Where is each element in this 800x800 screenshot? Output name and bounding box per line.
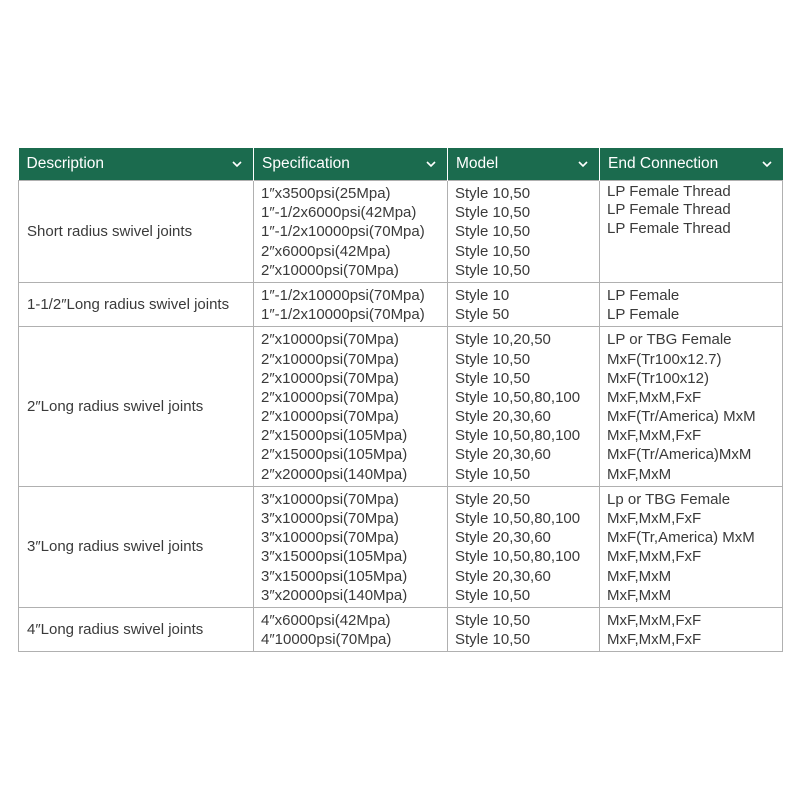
model-cell-lines	[455, 283, 592, 326]
model-line: Style 10,50	[455, 242, 531, 260]
end-connection-line: MxF,MxM	[607, 586, 672, 604]
description-cell	[19, 486, 254, 607]
end-connection-line: MxF,MxM,FxF	[607, 388, 702, 406]
model-line: Style 10,50,80,100	[455, 388, 581, 406]
model-line: Style 10,20,50	[455, 331, 551, 349]
header-end-connection[interactable]	[600, 148, 783, 181]
specification-line: 2″x15000psi(105Mpa)	[261, 446, 408, 464]
model-line: Style 20,50	[455, 490, 531, 508]
specification-line: 1″-1/2x10000psi(70Mpa)	[261, 306, 425, 324]
specification-line: 2″x10000psi(70Mpa)	[261, 350, 399, 368]
header-specification-label: Specification	[262, 155, 350, 172]
end-connection-cell-lines	[607, 327, 775, 486]
model-cell-lines	[455, 608, 592, 651]
table-row	[19, 486, 783, 607]
swivel-joints-table	[18, 148, 783, 652]
specification-cell	[254, 486, 448, 607]
specification-cell	[254, 181, 448, 283]
model-line: Style 10,50	[455, 369, 531, 387]
end-connection-cell-lines	[607, 181, 775, 240]
header-specification[interactable]	[254, 148, 448, 181]
end-connection-line: LP Female Thread	[607, 201, 731, 219]
end-connection-line: LP Female	[607, 306, 680, 324]
end-connection-line: MxF,MxM	[607, 567, 672, 585]
model-line: Style 20,30,60	[455, 408, 551, 426]
description-text: 4″Long radius swivel joints	[27, 621, 204, 639]
specification-cell-lines	[261, 487, 440, 607]
specification-line: 3″x10000psi(70Mpa)	[261, 510, 399, 527]
end-connection-line: MxF(Tr,America) MxM	[607, 529, 755, 547]
model-line: Style 10	[455, 286, 510, 304]
model-line: Style 20,30,60	[455, 446, 551, 464]
description-cell	[19, 327, 254, 487]
specification-line: 3″x10000psi(70Mpa)	[261, 529, 399, 547]
model-line: Style 10,50,80,100	[455, 548, 581, 566]
specification-line: 2″x10000psi(70Mpa)	[261, 331, 399, 349]
specification-line: 1″-1/2x10000psi(70Mpa)	[261, 286, 425, 304]
end-connection-cell	[600, 282, 783, 326]
end-connection-line: MxF,MxM,FxF	[607, 427, 702, 445]
table-row	[19, 607, 783, 651]
model-cell-lines	[455, 327, 592, 486]
table-row	[19, 327, 783, 487]
model-line: Style 20,30,60	[455, 567, 551, 585]
table-row	[19, 181, 783, 283]
table-row	[19, 282, 783, 326]
table-header	[19, 148, 783, 181]
specification-cell	[254, 282, 448, 326]
end-connection-cell-lines	[607, 608, 775, 651]
end-connection-line: MxF,MxM,FxF	[607, 510, 702, 527]
model-line: Style 10,50,80,100	[455, 427, 581, 445]
table-body	[19, 181, 783, 652]
specification-line: 2″x6000psi(42Mpa)	[261, 242, 391, 260]
model-line: Style 10,50	[455, 223, 531, 241]
specification-cell-lines	[261, 181, 440, 282]
model-line: Style 10,50	[455, 185, 531, 202]
description-text: 1-1/2″Long radius swivel joints	[27, 296, 230, 314]
specification-line: 2″x10000psi(70Mpa)	[261, 408, 399, 426]
end-connection-cell	[600, 327, 783, 487]
model-line: Style 10,50	[455, 631, 531, 649]
specification-line: 2″x15000psi(105Mpa)	[261, 427, 408, 445]
end-connection-cell-lines	[607, 283, 775, 326]
model-cell	[448, 607, 600, 651]
model-line: Style 10,50	[455, 586, 531, 604]
end-connection-cell-lines	[607, 487, 775, 607]
end-connection-line: MxF(Tr/America)MxM	[607, 446, 752, 464]
end-connection-line: LP Female Thread	[607, 183, 731, 200]
header-description[interactable]	[19, 148, 254, 181]
header-description-label: Description	[26, 155, 105, 172]
header-row	[19, 148, 783, 181]
model-line: Style 10,50	[455, 204, 531, 222]
specification-line: 2″x10000psi(70Mpa)	[261, 388, 399, 406]
specification-line: 2″x10000psi(70Mpa)	[261, 369, 399, 387]
end-connection-line: MxF,MxM,FxF	[607, 548, 702, 566]
specification-line: 3″x20000psi(140Mpa)	[261, 586, 408, 604]
end-connection-line: MxF,MxM,FxF	[607, 611, 702, 629]
end-connection-cell	[600, 607, 783, 651]
specification-cell-lines	[261, 327, 440, 486]
model-line: Style 20,30,60	[455, 529, 551, 547]
end-connection-line: Lp or TBG Female	[607, 490, 731, 508]
specification-cell	[254, 327, 448, 487]
specification-line: 3″x10000psi(70Mpa)	[261, 490, 399, 508]
model-line: Style 10,50	[455, 465, 531, 483]
model-cell-lines	[455, 181, 592, 282]
specification-line: 2″x20000psi(140Mpa)	[261, 465, 408, 483]
end-connection-cell	[600, 181, 783, 283]
specification-line: 2″x10000psi(70Mpa)	[261, 261, 399, 279]
chevron-down-icon[interactable]	[425, 158, 437, 170]
description-cell	[19, 607, 254, 651]
swivel-joints-table-container	[18, 148, 782, 652]
specification-line: 1″-1/2x10000psi(70Mpa)	[261, 223, 425, 241]
chevron-down-icon[interactable]	[231, 158, 243, 170]
end-connection-line: MxF,MxM,FxF	[607, 631, 702, 649]
description-text: Short radius swivel joints	[27, 222, 193, 240]
header-end-connection-label: End Connection	[608, 155, 719, 172]
specification-cell	[254, 607, 448, 651]
end-connection-cell	[600, 486, 783, 607]
specification-line: 4″10000psi(70Mpa)	[261, 631, 392, 649]
model-cell	[448, 181, 600, 283]
chevron-down-icon[interactable]	[761, 158, 773, 170]
specification-line: 3″x15000psi(105Mpa)	[261, 567, 408, 585]
specification-line: 1″-1/2x6000psi(42Mpa)	[261, 204, 417, 222]
end-connection-line: MxF(Tr100x12)	[607, 369, 709, 387]
end-connection-line: MxF(Tr100x12.7)	[607, 350, 722, 368]
description-cell	[19, 282, 254, 326]
model-cell	[448, 282, 600, 326]
chevron-down-icon[interactable]	[577, 158, 589, 170]
model-line: Style 10,50	[455, 350, 531, 368]
end-connection-line: LP or TBG Female	[607, 331, 732, 349]
specification-line: 1″x3500psi(25Mpa)	[261, 185, 391, 202]
description-text: 3″Long radius swivel joints	[27, 538, 204, 556]
model-cell	[448, 486, 600, 607]
specification-cell-lines	[261, 608, 440, 651]
end-connection-line: LP Female	[607, 286, 680, 304]
model-line: Style 10,50	[455, 261, 531, 279]
model-line: Style 10,50	[455, 611, 531, 629]
end-connection-line: MxF,MxM	[607, 465, 672, 483]
description-cell	[19, 181, 254, 283]
header-model-label: Model	[456, 155, 499, 172]
model-cell	[448, 327, 600, 487]
model-line: Style 50	[455, 306, 510, 324]
specification-cell-lines	[261, 283, 440, 326]
description-text: 2″Long radius swivel joints	[27, 398, 204, 416]
end-connection-line: LP Female Thread	[607, 219, 731, 237]
header-model[interactable]	[448, 148, 600, 181]
model-line: Style 10,50,80,100	[455, 510, 581, 527]
specification-line: 4″x6000psi(42Mpa)	[261, 611, 391, 629]
end-connection-line: MxF(Tr/America) MxM	[607, 408, 756, 426]
model-cell-lines	[455, 487, 592, 607]
specification-line: 3″x15000psi(105Mpa)	[261, 548, 408, 566]
